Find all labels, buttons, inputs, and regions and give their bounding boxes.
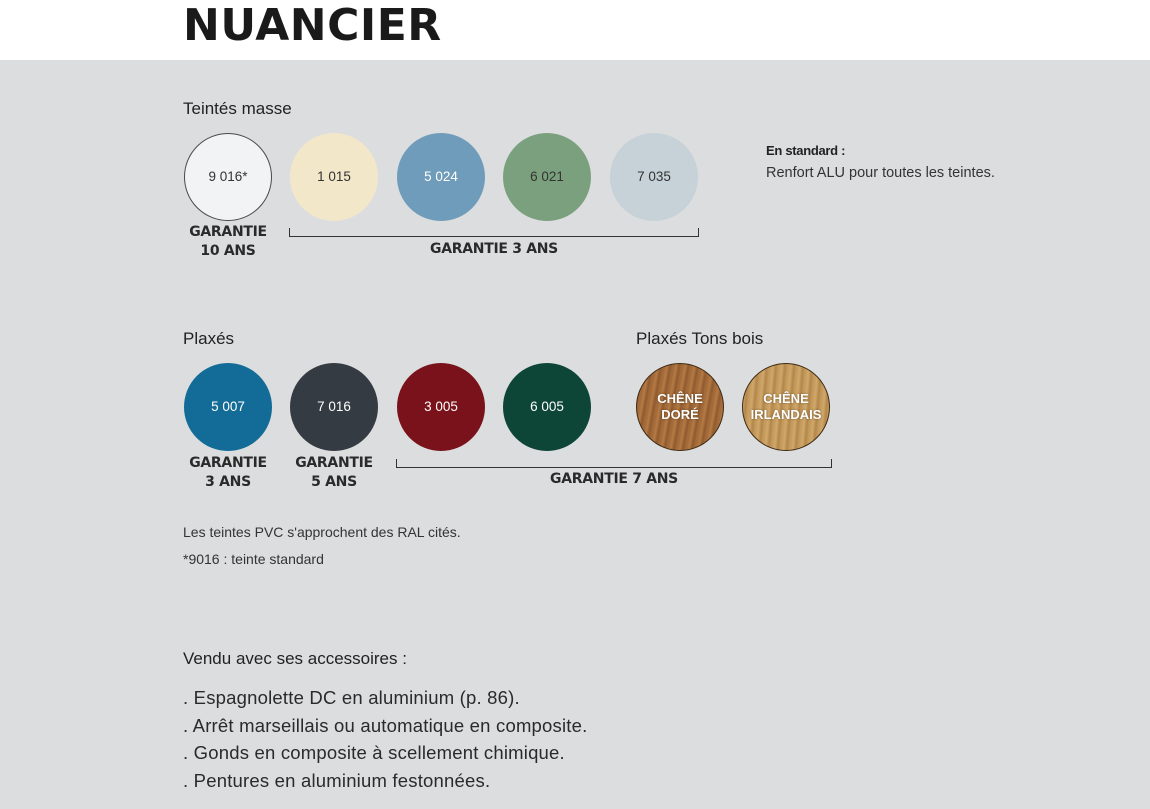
guarantee-line: GARANTIE	[189, 455, 267, 471]
swatch-label-line: CHÊNE	[657, 391, 703, 406]
swatch-3005	[397, 363, 485, 451]
section-label-plaxes-bois: Plaxés Tons bois	[636, 329, 764, 348]
page-title: NUANCIER	[183, 0, 442, 51]
swatch-5007	[184, 363, 272, 451]
swatch-6021	[503, 133, 591, 221]
swatch-code: 1 015	[317, 169, 351, 184]
swatch-chene-dore	[636, 363, 724, 451]
accessories-list	[183, 684, 587, 794]
swatch-code: 5 007	[211, 399, 245, 414]
list-item: . Gonds en composite à scellement chimique.	[183, 742, 565, 763]
note-standard: *9016 : teinte standard	[183, 551, 324, 567]
guarantee-line: 3 ANS	[205, 474, 251, 490]
swatch-chene-irlandais	[742, 363, 830, 451]
accessories-title: Vendu avec ses accessoires :	[183, 649, 407, 668]
swatch-code: 5 024	[424, 169, 458, 184]
swatch-label-line: DORÉ	[661, 407, 699, 422]
swatch-code: 7 035	[637, 169, 671, 184]
guarantee-3-ans-plaxe	[178, 454, 278, 492]
swatch-label	[657, 391, 703, 423]
standard-title: En standard :	[766, 143, 846, 158]
guarantee-7-ans: GARANTIE 7 ANS	[550, 471, 678, 487]
swatch-code: 9 016*	[208, 169, 248, 184]
guarantee-5-ans	[284, 454, 384, 492]
guarantee-line: GARANTIE	[295, 455, 373, 471]
guarantee-3-ans: GARANTIE 3 ANS	[430, 241, 558, 257]
swatch-label-line: CHÊNE	[763, 391, 809, 406]
swatch-code: 7 016	[317, 399, 351, 414]
header	[0, 0, 1150, 60]
swatch-9016	[184, 133, 272, 221]
swatch-5024	[397, 133, 485, 221]
note-ral: Les teintes PVC s'approchent des RAL cités.	[183, 524, 461, 540]
guarantee-line: 5 ANS	[311, 474, 357, 490]
swatch-code: 3 005	[424, 399, 458, 414]
list-item: . Espagnolette DC en aluminium (p. 86).	[183, 687, 520, 708]
swatch-6005	[503, 363, 591, 451]
list-item: . Arrêt marseillais ou automatique en composite.	[183, 714, 588, 736]
standard-text: Renfort ALU pour toutes les teintes.	[766, 165, 995, 181]
bracket-garantie-7-ans	[396, 459, 832, 468]
section-label-plaxes: Plaxés	[183, 329, 235, 348]
bracket-garantie-3-ans	[289, 228, 699, 237]
guarantee-line: GARANTIE	[189, 224, 267, 240]
swatch-code: 6 021	[530, 169, 564, 184]
swatch-label-line: IRLANDAIS	[750, 407, 822, 422]
swatch-1015	[290, 133, 378, 221]
swatch-label	[751, 391, 822, 423]
guarantee-10-ans	[178, 223, 278, 261]
swatch-7016	[290, 363, 378, 451]
swatch-7035	[610, 133, 698, 221]
swatch-code: 6 005	[530, 399, 564, 414]
section-label-teintes-masse: Teintés masse	[183, 99, 292, 118]
list-item: . Pentures en aluminium festonnées.	[183, 769, 491, 791]
guarantee-line: 10 ANS	[200, 243, 256, 259]
